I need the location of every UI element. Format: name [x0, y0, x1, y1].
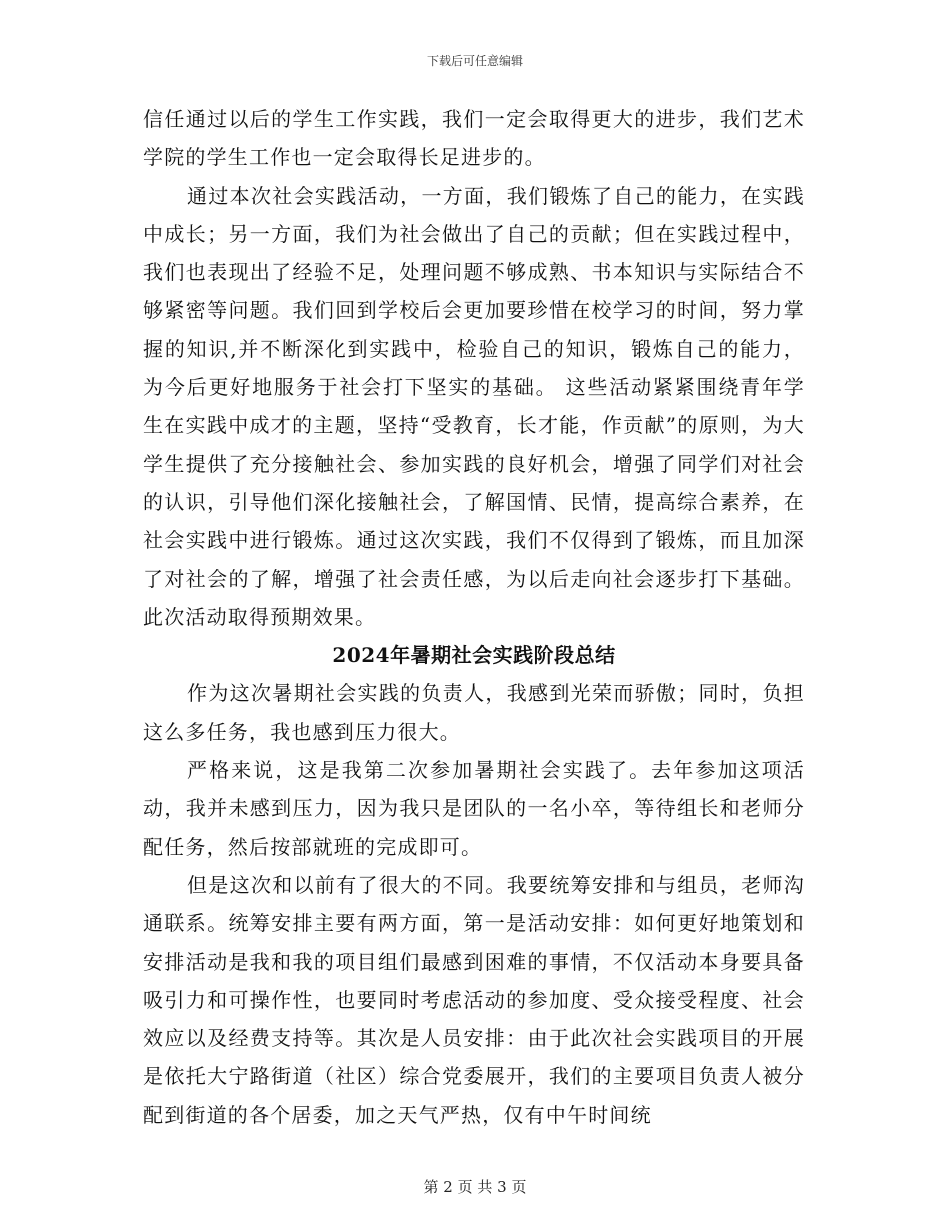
page-number: 第 2 页 共 3 页 [423, 1178, 527, 1196]
paragraph-practice-summary: 通过本次社会实践活动，一方面，我们锻炼了自己的能力，在实践中成长；另一方面，我们为社会做出了自己的贡献；但在实践过程中，我们也表现出了经验不足，处理问题不够成熟、书本知识与实际结合不够紧密等问题。我们回到学校后会更加要珍惜在校学习的时间，努力掌握的知识,并不断深化到实践中，检验自己的知识，锻炼自己的能力，为今后更好地服务于社会打下坚实的基础。 这些活动紧紧围绕青年学生在实践中成才的主题，坚持“受教育，长才能，作贡献”的原则，为大学生提供了充分接触社会、参加实践的良好机会，增强了同学们对社会的认识，引导他们深化接触社会，了解国情、民情，提高综合素养，在社会实践中进行锻炼。通过这次实践，我们不仅得到了锻炼，而且加深了对社会的了解，增强了社会责任感，为以后走向社会逐步打下基础。此次活动取得预期效果。 [143, 183, 805, 629]
section-title: 2024年暑期社会实践阶段总结 [332, 643, 616, 668]
document-body [143, 100, 805, 1134]
page-header-note: 下载后可任意编辑 [426, 54, 523, 68]
paragraph-second-time: 严格来说，这是我第二次参加暑期社会实践了。去年参加这项活动，我并未感到压力，因为我只是团队的一名小卒，等待组长和老师分配任务，然后按部就班的完成即可。 [143, 758, 805, 859]
paragraph-responsibility: 作为这次暑期社会实践的负责人，我感到光荣而骄傲；同时，负担这么多任务，我也感到压力很大。 [143, 681, 805, 744]
paragraph-coordination: 但是这次和以前有了很大的不同。我要统筹安排和与组员，老师沟通联系。统筹安排主要有两方面，第一是活动安排：如何更好地策划和安排活动是我和我的项目组们最感到困难的事情，不仅活动本身要具备吸引力和可操作性，也要同时考虑活动的参加度、受众接受程度、社会效应以及经费支持等。其次是人员安排：由于此次社会实践项目的开展是依托大宁路街道（社区）综合党委展开，我们的主要项目负责人被分配到街道的各个居委，加之天气严热，仅有中午时间统 [143, 872, 805, 1127]
paragraph-continued: 信任通过以后的学生工作实践，我们一定会取得更大的进步，我们艺术学院的学生工作也一定会取得长足进步的。 [143, 107, 805, 170]
